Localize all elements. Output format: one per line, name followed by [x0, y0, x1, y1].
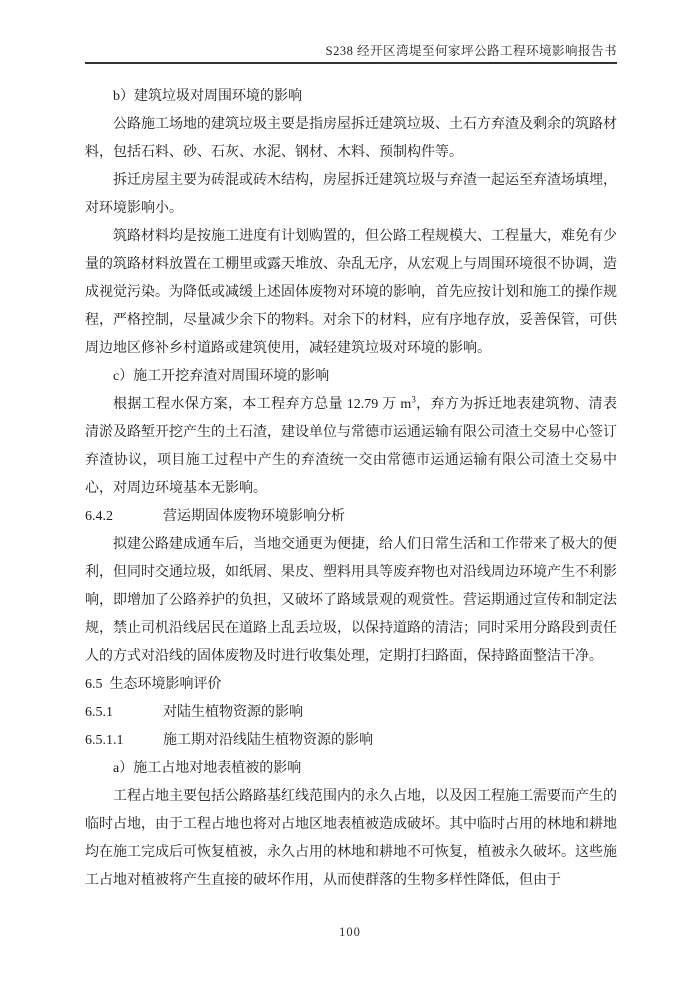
- document-content: [85, 83, 617, 895]
- section-title: 生态环境影响评价: [109, 677, 222, 692]
- section-number: 6.5.1: [85, 705, 113, 720]
- header-rule: [85, 62, 617, 64]
- subheading-a: a）施工占地对地表植被的影响: [113, 761, 302, 776]
- page-footer: [0, 925, 700, 940]
- section-title: 对陆生植物资源的影响: [163, 705, 303, 720]
- section-number: 6.5: [85, 677, 103, 692]
- spoil-text-pre: 根据工程水保方案，本工程弃方总量 12.79 万 m: [113, 397, 412, 412]
- section-heading-6-5-1-1: [85, 727, 617, 755]
- header-title: S238 经开区湾堤至何家坪公路工程环境影响报告书: [325, 44, 617, 58]
- subheading-c: c）施工开挖弃渣对周围环境的影响: [113, 369, 330, 384]
- section-heading-6-5-1: [85, 699, 617, 727]
- section-title: 施工期对沿线陆生植物资源的影响: [163, 733, 373, 748]
- paragraph-demolition: 拆迁房屋主要为砖混或砖木结构，房屋拆迁建筑垃圾与弃渣一起运至弃渣场填埋，对环境影响小。: [85, 173, 617, 216]
- paragraph-construction-waste: 公路施工场地的建筑垃圾主要是指房屋拆迁建筑垃圾、土石方弃渣及剩余的筑路材料，包括石料、砂、石灰、水泥、钢材、木料、预制构件等。: [85, 117, 617, 160]
- subheading-b: b）建筑垃圾对周围环境的影响: [113, 89, 302, 104]
- paragraph-spoil: [85, 391, 617, 503]
- section-heading-6-4-2: [85, 503, 617, 531]
- paragraph-road-materials: 筑路材料均是按施工进度有计划购置的，但公路工程规模大、工程量大，难免有少量的筑路材料放置在工棚里或露天堆放、杂乱无序，从宏观上与周围环境很不协调，造成视觉污染。为降低或减缓上述固体废物对环境的影响，首先应按计划和施工的操作规程，严格控制，尽量减少余下的物料。对余下的材料，应有序地存放，妥善保管，可供周边地区修补乡村道路或建筑使用，减轻建筑垃圾对环境的影响。: [85, 229, 617, 356]
- section-title: 营运期固体废物环境影响分析: [163, 509, 345, 524]
- spoil-text-post: ，弃方为拆迁地表建筑物、清表清淤及路堑开挖产生的土石渣，建设单位与常德市运通运输有限公司渣土交易中心签订弃渣协议，项目施工过程中产生的弃渣统一交由常德市运通运输有限公司渣土交易中心，对周边环境基本无影响。: [85, 397, 618, 496]
- paragraph-operation-period: 拟建公路建成通车后，当地交通更为便捷，给人们日常生活和工作带来了极大的便利，但同时交通垃圾，如纸屑、果皮、塑料用具等废弃物也对沿线周边环境产生不利影响，即增加了公路养护的负担，又破坏了路域景观的观赏性。营运期通过宣传和制定法规，禁止司机沿线居民在道路上乱丢垃圾，以保持道路的清洁；同时采用分路段到责任人的方式对沿线的固体废物及时进行收集处理，定期打扫路面，保持路面整洁干净。: [85, 537, 617, 664]
- section-number: 6.4.2: [85, 509, 113, 524]
- superscript-cubic: 3: [411, 394, 416, 405]
- page-number: 100: [339, 925, 361, 939]
- paragraph-land-occupation: 工程占地主要包括公路路基红线范围内的永久占地，以及因工程施工需要而产生的临时占地，由于工程占地也将对占地区地表植被造成破坏。其中临时占用的林地和耕地均在施工完成后可恢复植被，永久占用的林地和耕地不可恢复，植被永久破坏。这些施工占地对植被将产生直接的破坏作用，从而使群落的生物多样性降低，但由于: [85, 789, 617, 888]
- section-number: 6.5.1.1: [85, 733, 124, 748]
- section-heading-6-5: [85, 671, 617, 699]
